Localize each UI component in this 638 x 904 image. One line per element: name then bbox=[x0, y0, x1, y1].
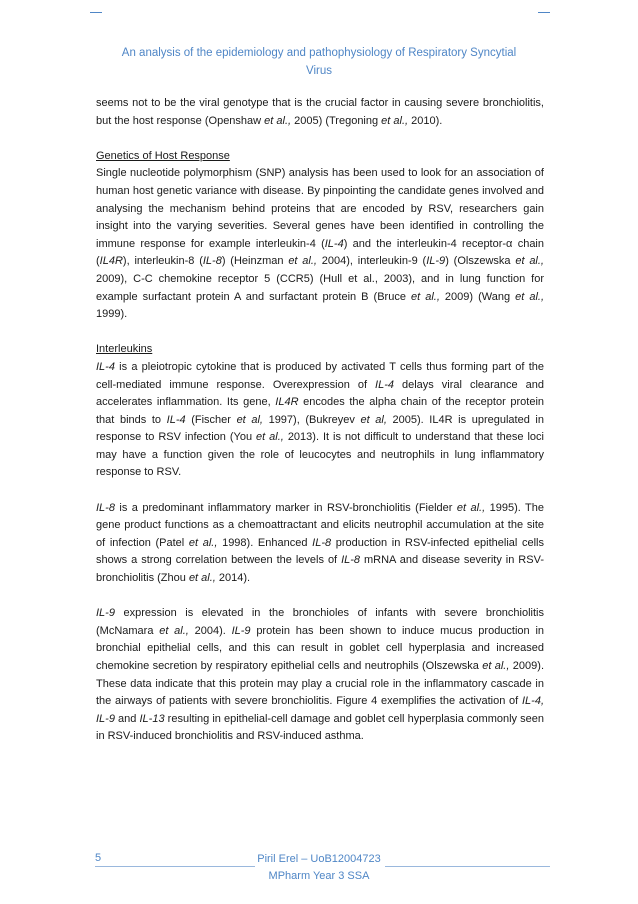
italic-term: et al., bbox=[381, 114, 409, 127]
header-rule-left bbox=[90, 12, 102, 13]
paragraph-il4: IL-4 is a pleiotropic cytokine that is produced by activated T cells thus forming part of the cell-mediated immune response. Overexpression of IL-4 delays viral clearance and accelerates inflammation. Its gene, IL4R encodes the alpha chain of the receptor protein that binds to IL-4 (Fischer et al, 1997), (Bukreyev et al, 2005). IL4R is upregulated in response to RSV infection (You et al., 2013). It is not difficult to understand that these loci may have a function given the role of leucocytes and neutrophils in lung inflammatory response to RSV. bbox=[96, 360, 545, 479]
footer-info bbox=[245, 851, 393, 885]
italic-term: IL-9 bbox=[96, 607, 115, 620]
italic-term: et al., bbox=[411, 290, 440, 303]
italic-term: IL-4 bbox=[324, 237, 344, 250]
italic-term: IL-8 bbox=[202, 255, 222, 268]
italic-term: IL4R bbox=[99, 255, 123, 268]
italic-term: IL-4 bbox=[375, 378, 394, 391]
italic-term: et al., bbox=[482, 660, 510, 672]
footer-course: MPharm Year 3 SSA bbox=[268, 870, 370, 882]
italic-term: et al, bbox=[360, 413, 387, 426]
header-title-line2: Virus bbox=[306, 65, 332, 77]
italic-term: IL-13 bbox=[139, 712, 165, 725]
italic-term: IL4R bbox=[275, 396, 299, 409]
italic-term: et al., bbox=[288, 255, 317, 268]
running-header bbox=[80, 44, 558, 80]
italic-term: et al., bbox=[515, 255, 544, 268]
italic-term: IL-9 bbox=[231, 624, 251, 637]
italic-term: et al., bbox=[256, 431, 284, 444]
italic-term: IL-8 bbox=[312, 536, 332, 549]
italic-term: IL-9 bbox=[426, 255, 446, 268]
paragraph-genetics: Single nucleotide polymorphism (SNP) analysis has been used to look for an association of human host genetic variance with disease. By pinpointing the candidate genes involved and analysing the mechanism behind proteins that are encoded by RSV, researchers gain insight into the varying severities. Several genes have been identified in controlling the immune response for example interleukin-4 (IL-4) and the interleukin-4 receptor-α chain (IL4R), interleukin-8 (IL-8) (Heinzman et al., 2004), interleukin-9 (IL-9) (Olszewska et al., 2009), C-C chemokine receptor 5 (CCR5) (Hull et al., 2003), and in lung function for example surfactant protein A and surfactant protein B (Bruce et al., 2009) (Wang et al., 1999). bbox=[96, 167, 545, 321]
heading-genetics: Genetics of Host Response bbox=[96, 149, 230, 162]
paragraph-il8: IL-8 is a predominant inflammatory marker in RSV-bronchiolitis (Fielder et al., 1995). The gene product functions as a chemoattractant and elicits neutrophil accumulation at the site of infection (Patel et al., 1998). Enhanced IL-8 production in RSV-infected epithelial cells shows a strong correlation between the levels of IL-8 mRNA and disease severity in RSV-bronchiolitis (Zhou et al., 2014). bbox=[96, 501, 545, 585]
section-interleukins bbox=[96, 341, 544, 482]
paragraph-il9: IL-9 expression is elevated in the bronchioles of infants with severe bronchiolitis (McNamara et al., 2004). IL-9 protein has been shown to induce mucus production in bronchial epithelial cells, and this can result in goblet cell hyperplasia and increased chemokine secretion by respiratory epithelial cells and neutrophils (Olszewska et al., 2009). These data indicate that this protein may play a crucial role in the inflammatory cascade in the airways of patients with severe bronchiolitis. Figure 4 exemplifies the activation of IL-4, IL-9 and IL-13 resulting in epithelial-cell damage and goblet cell hyperplasia commonly seen in RSV-induced bronchiolitis and RSV-induced asthma. bbox=[96, 607, 545, 743]
italic-term: et al., bbox=[188, 572, 216, 585]
page-number: 5 bbox=[95, 852, 102, 864]
footer-rule-right bbox=[385, 866, 550, 867]
section-genetics bbox=[96, 148, 544, 324]
document-body bbox=[96, 95, 544, 764]
italic-term: et al., bbox=[264, 114, 292, 127]
italic-term: IL-4 bbox=[96, 360, 115, 373]
header-rule-right bbox=[538, 12, 550, 13]
italic-term: IL-8 bbox=[341, 554, 361, 567]
footer-rule-left bbox=[95, 866, 255, 867]
footer-author: Piril Erel – UoB12004723 bbox=[257, 853, 381, 865]
heading-interleukins: Interleukins bbox=[96, 343, 153, 356]
italic-term: et al, bbox=[236, 413, 263, 426]
italic-term: et al., bbox=[515, 290, 545, 303]
italic-term: IL-8 bbox=[96, 501, 115, 514]
italic-term: et al., bbox=[159, 624, 189, 637]
italic-term: IL-4, IL-9 bbox=[96, 695, 544, 725]
paragraph-intro: seems not to be the viral genotype that is the crucial factor in causing severe bronchiolitis, but the host response (Openshaw et al., 2005) (Tregoning et al., 2010). bbox=[96, 97, 544, 127]
italic-term: et al., bbox=[188, 536, 218, 549]
italic-term: et al., bbox=[456, 501, 486, 514]
italic-term: IL-4 bbox=[166, 413, 186, 426]
header-title-line1: An analysis of the epidemiology and pathophysiology of Respiratory Syncytial bbox=[121, 47, 517, 59]
